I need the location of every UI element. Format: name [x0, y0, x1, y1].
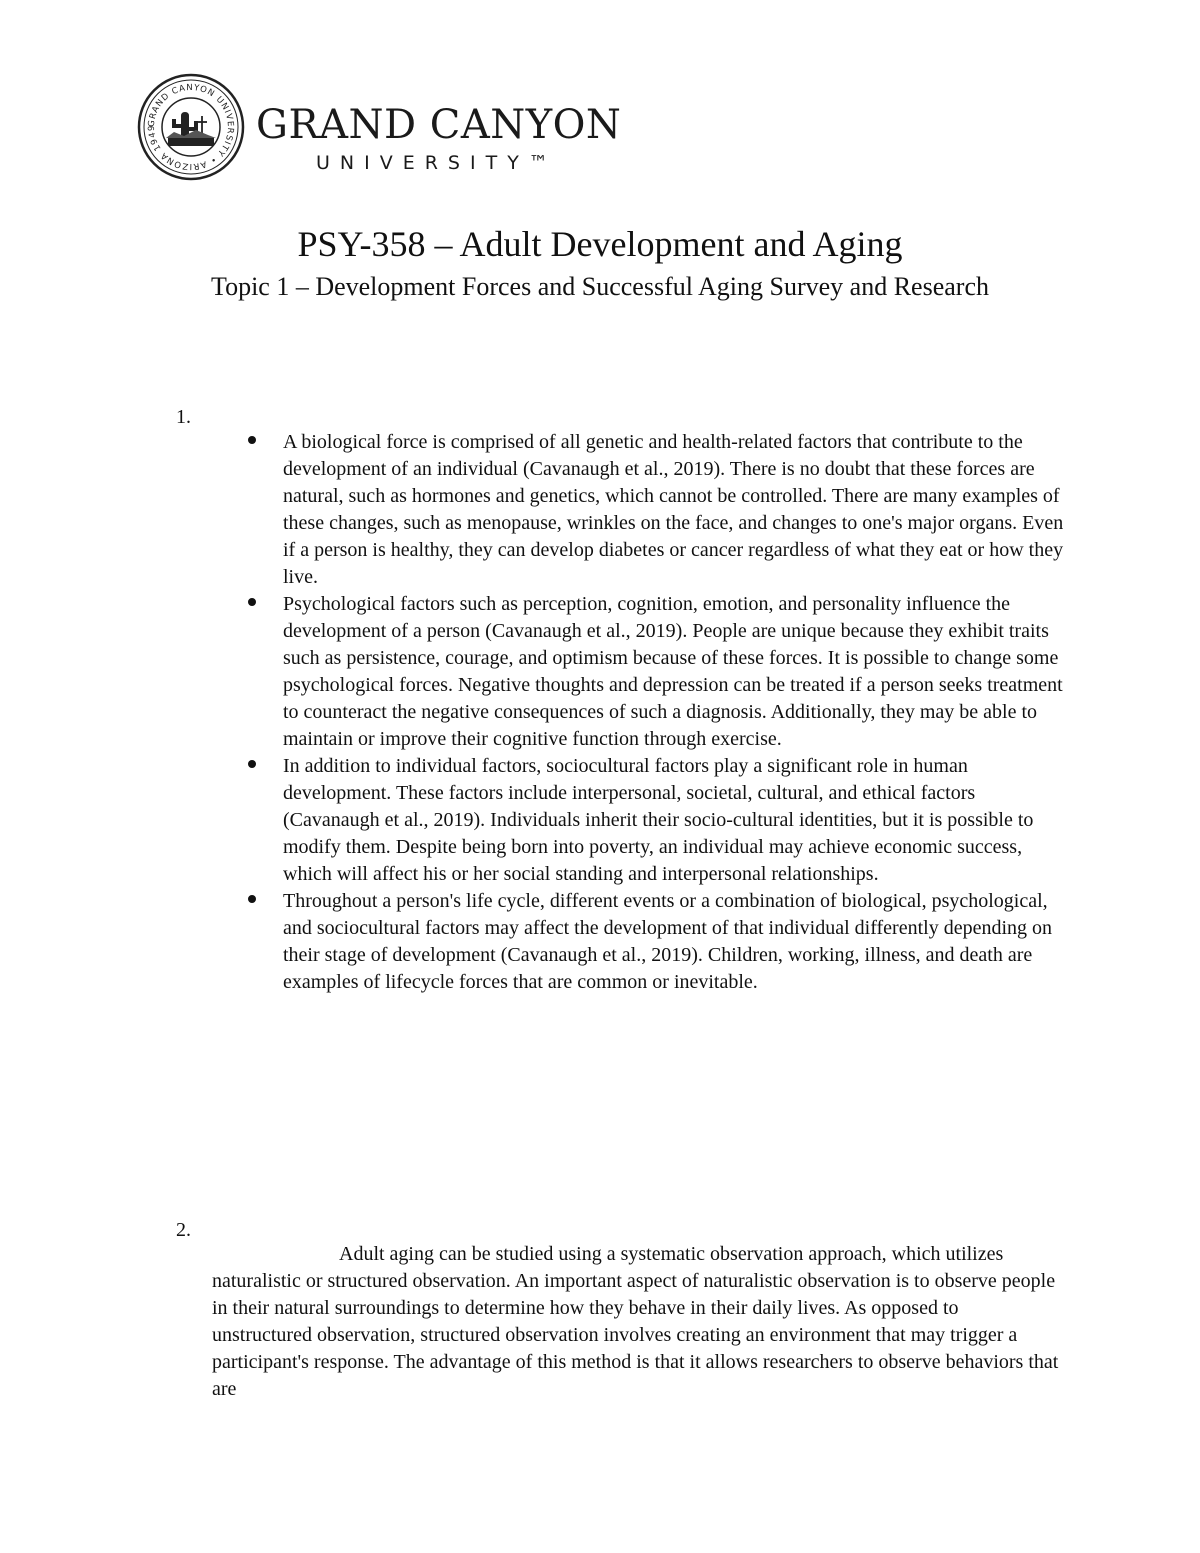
document-title: PSY-358 – Adult Development and Aging: [297, 224, 903, 264]
question-2-paragraph: Adult aging can be studied using a systematic observation approach, which utilizes naturalistic or structured observation. An important aspect of naturalistic observation is to observe people in their natural surroundings to determine how they behave in their daily lives. As opposed to unstructured observation, structured observation involves creating an environment that may trigger a participant's response. The advantage of this method is that it allows researchers to observe behaviors that are: [212, 1243, 1059, 1400]
bullet-text: A biological force is comprised of all genetic and health-related factors that contribute to the development of an individual (Cavanaugh et al., 2019). There is no doubt that these forces are natural, such as hormones and genetics, which cannot be controlled. There are many examples of these changes, such as menopause, wrinkles on the face, and changes to one's major organs. Even if a person is healthy, they can develop diabetes or cancer regardless of what they eat or how they live.: [283, 431, 1064, 588]
bullet-text: Throughout a person's life cycle, different events or a combination of biological, psychological, and sociocultural factors may affect the development of that individual differently depending on their stage of development (Cavanaugh et al., 2019). Children, working, illness, and death are examples of lifecycle forces that are common or inevitable.: [283, 890, 1053, 993]
bullet-icon: [248, 760, 256, 768]
bullet-text: Psychological factors such as perception, cognition, emotion, and personality influence the development of a person (Cavanaugh et al., 2019). People are unique because they exhibit traits such as persistence, courage, and optimism because of these forces. It is possible to change some psychological forces. Negative thoughts and depression can be treated if a person seeks treatment to counteract the negative consequences of such a diagnosis. Additionally, they may be able to maintain or improve their cognitive function through exercise.: [283, 593, 1063, 750]
bullet-item: [283, 429, 1073, 591]
bullet-icon: [248, 598, 256, 606]
question-number-1: 1.: [176, 406, 191, 428]
question-1-bullet-list: [283, 429, 1073, 996]
seal-text: GRAND CANYON UNIVERSITY • ARIZONA 1949: [146, 82, 236, 172]
document-subtitle: Topic 1 – Development Forces and Successful Aging Survey and Research: [211, 272, 989, 301]
bullet-icon: [248, 436, 256, 444]
logo-subtext: UNIVERSITY™: [316, 152, 558, 174]
logo-wordmark: GRAND CANYON: [256, 102, 622, 148]
bullet-item: [283, 753, 1073, 888]
university-seal-icon: [136, 72, 246, 182]
bullet-item: [283, 591, 1073, 753]
question-number-2: 2.: [176, 1219, 191, 1241]
bullet-text: In addition to individual factors, sociocultural factors play a significant role in human development. These factors include interpersonal, societal, cultural, and ethical factors (Cavanaugh et al., 2019). Individuals inherit their socio-cultural identities, but it is possible to modify them. Despite being born into poverty, an individual may achieve economic success, which will affect his or her social standing and interpersonal relationships.: [283, 755, 1034, 885]
bullet-item: [283, 888, 1073, 996]
bullet-icon: [248, 895, 256, 903]
university-logo: [136, 72, 636, 182]
